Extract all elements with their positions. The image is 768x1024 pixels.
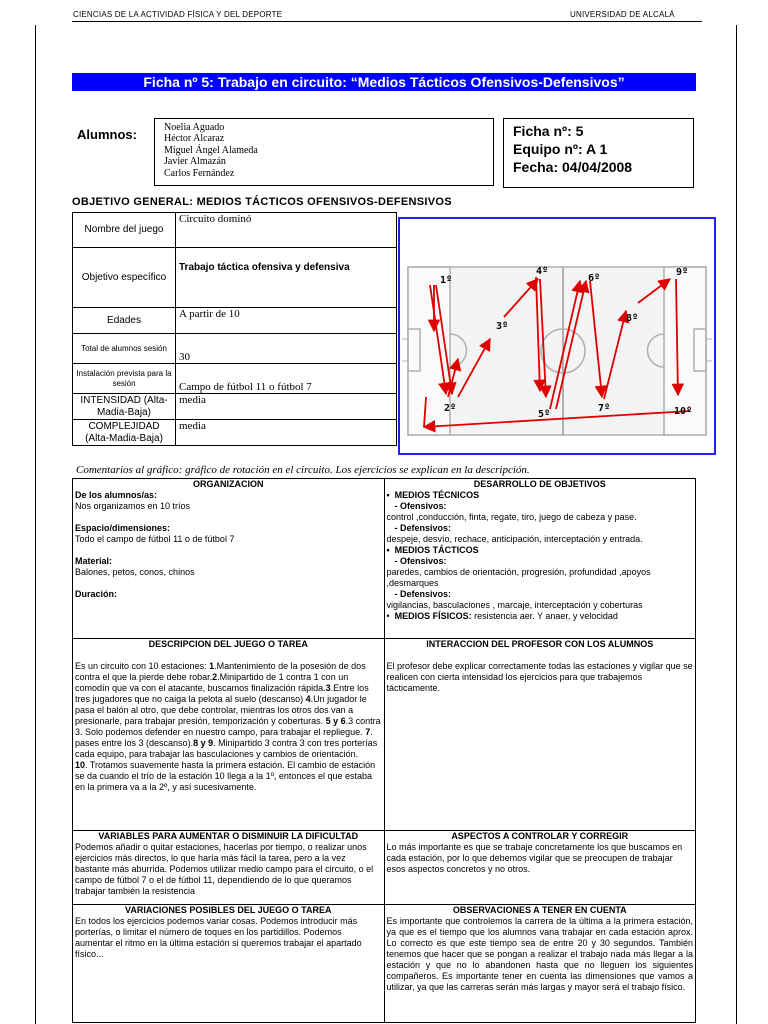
material-text: Balones, petos, conos, chinos xyxy=(75,567,195,577)
info-value: 30 xyxy=(176,334,397,364)
space-subtitle: Espacio/dimensiones: xyxy=(75,523,171,533)
organization-cell xyxy=(73,479,385,639)
game-info-table xyxy=(72,212,397,446)
defensive-label: - Defensivos: xyxy=(394,523,452,533)
info-value: media xyxy=(176,420,397,446)
grid-row xyxy=(73,479,696,639)
students-text: Nos organizamos en 10 tríos xyxy=(75,501,191,511)
students-subtitle: De los alumnos/as: xyxy=(75,490,158,500)
circuit-diagram xyxy=(398,217,716,455)
description-cell xyxy=(73,639,385,831)
variables-header: VARIABLES PARA AUMENTAR O DISMINUIR LA DIFICULTAD xyxy=(98,831,359,841)
station-label: 10º xyxy=(674,406,693,417)
info-value: Circuito dominó xyxy=(176,213,397,248)
info-value: A partir de 10 xyxy=(176,308,397,334)
description-fragment: . Trotamos suavemente hasta la primera estación. El cambio de estación se da cuando el trío de la estación 10 llega a la 1º, entonces el que estaba en la primera va a la 2º, y así sucesivamente. xyxy=(75,760,376,792)
station-label: 6º xyxy=(588,273,601,284)
description-fragment: .Un jugador le pasa el balón al otro, que debe controlar, mientras los otros dos van a presionarle, para trabajar presión, temporización y coberturas. xyxy=(75,694,367,726)
tactical-defensive: vigilancias, basculaciones , marcaje, interceptación y coberturas xyxy=(386,600,643,610)
interaction-cell xyxy=(384,639,696,831)
variables-text: Podemos añadir o quitar estaciones, hacerlas por tiempo, o realizar unos ejercicios más directos, lo que haría más fácil la tarea, pero a la vez bastante más aburrida. Podemos utilizar medio campo para el circuito, o el campo de fútbol 7 o el de fútbol 11, dependiendo de lo que queramos trabajar también la resistencia xyxy=(75,842,374,896)
description-text xyxy=(75,661,382,793)
technical-title: • MEDIOS TÉCNICOS xyxy=(386,490,480,500)
space-text: Todo el campo de fútbol 11 o de fútbol 7 xyxy=(75,534,235,544)
station-number: 1 xyxy=(209,661,215,671)
interaction-text: El profesor debe explicar correctamente todas las estaciones y vigilar que se realicen con cierta intensidad los ejercicios para que trabajemos tácticamente. xyxy=(386,661,693,693)
info-row xyxy=(73,213,397,248)
description-fragment: . Minipartido 3 contra 3 con tres porterías cada equipo, para trabajar las basculaciones y cambios de orientación. xyxy=(75,738,378,759)
description-header: DESCRIPCION DEL JUEGO O TAREA xyxy=(148,639,308,649)
organization-header: ORGANIZACION xyxy=(193,479,264,489)
header-left: CIENCIAS DE LA ACTIVIDAD FÍSICA Y DEL DEPORTE xyxy=(73,10,283,19)
variations-cell xyxy=(73,905,385,1023)
description-fragment: .3 contra 3. Solo podemos defender en nuestro campo, para trabajar el repliegue. xyxy=(75,716,381,737)
info-row xyxy=(73,334,397,364)
objectives-header: DESARROLLO DE OBJETIVOS xyxy=(473,479,606,489)
grid-row xyxy=(73,905,696,1023)
duration-subtitle: Duración: xyxy=(75,589,118,599)
student-name: Miguel Ángel Alameda xyxy=(164,144,258,156)
ficha-details xyxy=(513,122,632,176)
station-label: 9º xyxy=(676,267,689,278)
description-fragment: .Mantenimiento de la posesión de dos contra el que la pierde debe robar. xyxy=(75,661,366,682)
info-label: Objetivo específico xyxy=(73,248,176,308)
header-rule xyxy=(72,21,702,22)
student-name: Héctor Alcaraz xyxy=(164,133,225,145)
student-name: Javier Almazán xyxy=(164,156,226,168)
station-label: 5º xyxy=(538,409,551,420)
info-label: Edades xyxy=(73,308,176,334)
defensive-label: - Defensivos: xyxy=(394,589,452,599)
station-number: 10 xyxy=(75,760,86,770)
date: Fecha: 04/04/2008 xyxy=(513,159,633,175)
ficha-number: Ficha nº: 5 xyxy=(513,123,584,139)
info-row xyxy=(73,394,397,420)
info-value: Campo de fútbol 11 o fútbol 7 xyxy=(176,364,397,394)
info-label: INTENSIDAD (Alta-Madia-Baja) xyxy=(73,394,176,420)
description-fragment: .Minipartido de 1 contra 1 con un comodín que va con el atacante, buscamos finalización rápida. xyxy=(75,672,349,693)
info-row xyxy=(73,364,397,394)
offensive-label: - Ofensivos: xyxy=(394,556,447,566)
station-number: 7 xyxy=(365,727,371,737)
variables-cell xyxy=(73,831,385,905)
info-label: Nombre del juego xyxy=(73,213,176,248)
physical-line: • MEDIOS FÍSICOS: resistencia aer. Y anaer, y velocidad xyxy=(386,611,618,621)
info-row xyxy=(73,248,397,308)
station-label: 8º xyxy=(626,313,639,324)
info-row xyxy=(73,420,397,446)
header-right: UNIVERSIDAD DE ALCALÁ xyxy=(570,10,675,19)
details-grid xyxy=(72,478,696,1023)
observations-header: OBSERVACIONES A TENER EN CUENTA xyxy=(452,905,627,915)
variations-header: VARIACIONES POSIBLES DEL JUEGO O TAREA xyxy=(124,905,332,915)
info-row xyxy=(73,308,397,334)
aspects-cell xyxy=(384,831,696,905)
station-label: 2º xyxy=(444,403,457,414)
students-label: Alumnos: xyxy=(77,127,137,142)
general-objective: OBJETIVO GENERAL: MEDIOS TÁCTICOS OFENSIVOS-DEFENSIVOS xyxy=(72,196,452,208)
offensive-label: - Ofensivos: xyxy=(394,501,447,511)
station-number: 2 xyxy=(212,672,218,682)
station-label: 4º xyxy=(536,266,549,277)
football-pitch xyxy=(400,219,714,453)
students-list xyxy=(164,122,258,179)
station-label: 7º xyxy=(598,403,611,414)
station-label: 3º xyxy=(496,321,509,332)
tactical-title: • MEDIOS TÁCTICOS xyxy=(386,545,479,555)
info-label: Total de alumnos sesión xyxy=(73,334,176,364)
student-name: Carlos Fernández xyxy=(164,167,235,179)
material-subtitle: Material: xyxy=(75,556,113,566)
interaction-header: INTERACCION DEL PROFESOR CON LOS ALUMNOS xyxy=(426,639,654,649)
station-number: 3 xyxy=(325,683,331,693)
objectives-cell xyxy=(384,479,696,639)
station-number: 5 y 6 xyxy=(325,716,346,726)
info-label: Instalación prevista para la sesión xyxy=(73,364,176,394)
info-value: Trabajo táctica ofensiva y defensiva xyxy=(176,248,397,308)
variations-text: En todos los ejercicios podemos variar cosas. Podemos introducir más porterías, o limitar el número de toques en los partidillos. Podemos aumentar el ritmo en la última estación si queremos trabajar el apartado físico... xyxy=(75,916,362,959)
info-value: media xyxy=(176,394,397,420)
technical-defensive: despeje, desvío, rechace, anticipación, interceptación y entrada. xyxy=(386,534,643,544)
tactical-offensive: paredes, cambios de orientación, progresión, profundidad ,apoyos ,desmarques xyxy=(386,567,651,588)
observations-text: Es importante que controlemos la carrera de la última a la primera estación, ya que es el tiempo que los alumnos vana trabajar en cada estación aprox. Lo correcto es que este tiempo sea de entre 20 y 30 segundos. También tenemos que hacer que se pongan a realizar el trabajo nada más llegar a la estación y que no lo abandonen hasta que no lleguen los siguientes compañeros. Es importante tener en cuenta las dimensiones que vamos a utilizar, ya que las carreras serán más largas y mayor será el trabajo físico. xyxy=(386,916,693,992)
grid-row xyxy=(73,831,696,905)
description-fragment: Es un circuito con 10 estaciones: xyxy=(75,661,210,671)
station-number: 4 xyxy=(305,694,311,704)
info-label: COMPLEJIDAD (Alta-Madia-Baja) xyxy=(73,420,176,446)
technical-offensive: control ,conducción, finta, regate, tiro, juego de cabeza y pase. xyxy=(386,512,637,522)
grid-row xyxy=(73,639,696,831)
observations-cell xyxy=(384,905,696,1023)
aspects-text: Lo más importante es que se trabaje concretamente los que buscamos en cada estación, por lo que debemos vigilar que se preocupen de trabajar esos aspectos concretos y no otros. xyxy=(386,842,683,874)
station-label: 1º xyxy=(440,275,453,286)
team-number: Equipo nº: A 1 xyxy=(513,141,608,157)
station-number: 8 y 9 xyxy=(193,738,214,748)
description-fragment: . pases entre los 3 (descanso). xyxy=(75,727,373,748)
description-fragment: .Entre los tres jugadores que no caiga la pelota al suelo (descanso) xyxy=(75,683,369,704)
document-title: Ficha nº 5: Trabajo en circuito: “Medios Tácticos Ofensivos-Defensivos” xyxy=(72,73,696,91)
aspects-header: ASPECTOS A CONTROLAR Y CORREGIR xyxy=(451,831,629,841)
student-name: Noelia Aguado xyxy=(164,122,225,133)
diagram-comment: Comentarios al gráfico: gráfico de rotación en el circuito. Los ejercicios se explican en la descripción. xyxy=(76,464,530,476)
